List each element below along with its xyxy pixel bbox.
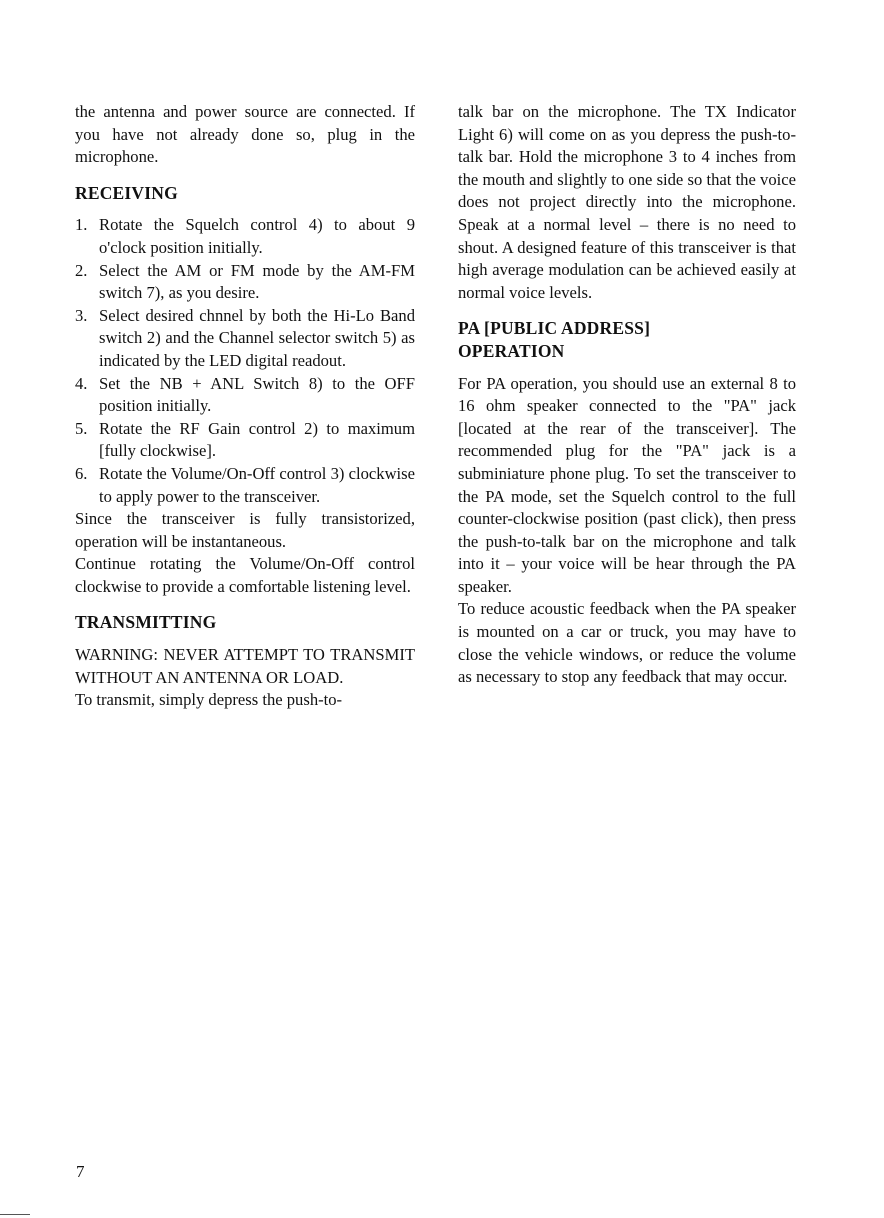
list-item [75, 214, 415, 259]
right-column [458, 101, 796, 689]
step-number: 1. [75, 215, 88, 235]
step-text: Select the AM or FM mode by the AM-FM switch 7), as you desire. [99, 260, 415, 303]
transmit-paragraph-continued: talk bar on the microphone. The TX Indicator Light 6) will come on as you depress the push-to-talk bar. Hold the microphone 3 to 4 inches from the mouth and slightly to one side so that the voice does not project directly into the microphone. Speak at a normal level – there is no need to shout. A designed feature of this transceiver is that high average modulation can be achieved easily at normal voice levels. [458, 102, 796, 302]
step-number: 6. [75, 463, 88, 483]
step-text: Set the NB + ANL Switch 8) to the OFF position initially. [99, 373, 415, 416]
step-number: 3. [75, 305, 88, 325]
receiving-steps [75, 214, 415, 508]
step-text: Select desired chnnel by both the Hi-Lo Band switch 2) and the Channel selector switch 5) as indicated by the LED digital readout. [99, 305, 415, 370]
transmit-paragraph-start: To transmit, simply depress the push-to- [75, 690, 343, 710]
page-number: 7 [76, 1162, 85, 1181]
pa-heading-line-1: PA [PUBLIC ADDRESS] [458, 318, 651, 339]
warning-paragraph: WARNING: NEVER ATTEMPT TO TRANSMIT WITHOUT AN ANTENNA OR LOAD. [75, 645, 415, 687]
step-number: 2. [75, 260, 88, 280]
step-text: Rotate the Volume/On-Off control 3) clockwise to apply power to the transceiver. [99, 463, 415, 506]
pa-heading-line-2: OPERATION [458, 340, 565, 361]
instant-operation-paragraph: Since the transceiver is fully transistorized, operation will be instantaneous. [75, 509, 415, 551]
scan-edge-mark [0, 1214, 30, 1215]
list-item [75, 260, 415, 305]
step-text: Rotate the Squelch control 4) to about 9 o'clock position initially. [99, 215, 415, 257]
pa-operation-paragraph: For PA operation, you should use an external 8 to 16 ohm speaker connected to the "PA" jack [located at the rear of the transceiver]. The recommended plug for the "PA" jack is a subminiature phone plug. To set the transceiver to the PA mode, set the Squelch control to the full counter-clockwise position (past click), then press the push-to-talk bar on the microphone and talk into it – your voice will be hear through the PA speaker. [458, 373, 796, 596]
list-item [75, 373, 415, 418]
step-text: Rotate the RF Gain control 2) to maximum [fully clockwise]. [99, 418, 415, 461]
step-number: 5. [75, 418, 88, 438]
list-item [75, 463, 415, 508]
left-column [75, 101, 415, 712]
intro-paragraph: the antenna and power source are connected. If you have not already done so, plug in the microphone. [75, 102, 415, 167]
step-number: 4. [75, 373, 88, 393]
feedback-paragraph: To reduce acoustic feedback when the PA speaker is mounted on a car or truck, you may have to close the vehicle windows, or reduce the volume as necessary to stop any feedback that may occur. [458, 599, 796, 687]
list-item [75, 305, 415, 373]
transmitting-heading: TRANSMITTING [75, 612, 217, 633]
receiving-heading: RECEIVING [75, 182, 178, 203]
listening-level-paragraph: Continue rotating the Volume/On-Off control clockwise to provide a comfortable listening level. [75, 554, 415, 596]
list-item [75, 418, 415, 463]
